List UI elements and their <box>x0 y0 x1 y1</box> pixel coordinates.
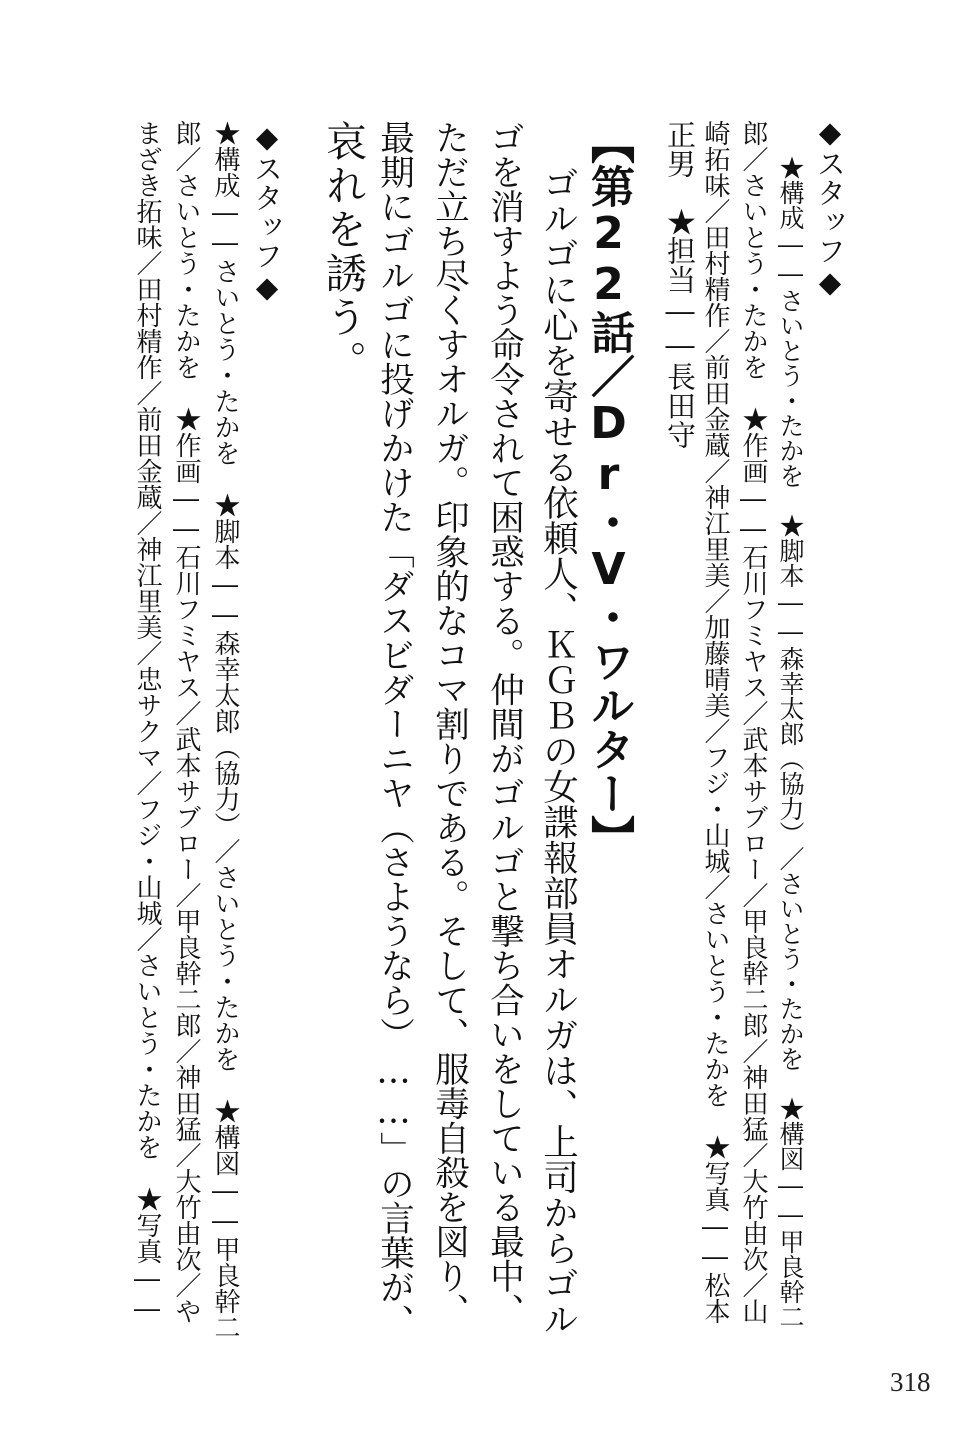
episode-title: 【第22話／Dr・V・ワルター】 <box>583 120 634 859</box>
staff-heading: ◆スタッフ◆ <box>813 115 847 299</box>
page-number: 318 <box>890 1367 931 1397</box>
synopsis-line: ただ立ち尽くすオルガ。印象的なコマ割りである。そして、服毒自殺を図り、 <box>428 120 469 1328</box>
staff-credit-line: 正男 ★担当――長田守 <box>663 120 697 449</box>
synopsis-line: ゴルゴに心を寄せる依頼人、ＫＧＢの女諜報部員オルガは、上司からゴル <box>537 165 579 1337</box>
staff-credit-line: まざき拓味／田村精作／前田金蔵／神江里美／忠サクマ／フジ・山城／さいとう・たかを ★写真―― <box>132 120 162 1324</box>
staff-credit-line: ★構成――さいとう・たかを ★脚本――森幸太郎（協力）／さいとう・たかを ★構図――甲良幹二 <box>210 120 240 1340</box>
staff-heading: ◆スタッフ◆ <box>250 120 284 304</box>
synopsis-line: ゴを消すよう命令されて困惑する。仲間がゴルゴと撃ち合いをしている最中、 <box>483 120 524 1328</box>
staff-credit-line: 郎／さいとう・たかを ★作画――石川フミヤス／武本サブロー／甲良幹二郎／神田猛／大竹由次／山 <box>738 120 768 1324</box>
staff-credit-line: 崎拓味／田村精作／前田金蔵／神江里美／加藤晴美／フジ・山城／さいとう・たかを ★写真――松本 <box>700 120 730 1324</box>
staff-credit-line: 郎／さいとう・たかを ★作画――石川フミヤス／武本サブロー／甲良幹二郎／神田猛／大竹由次／や <box>171 120 201 1324</box>
synopsis-line: 最期にゴルゴに投げかけた「ダスビダーニヤ（さようなら）……」の言葉が、 <box>373 120 414 1339</box>
staff-credit-line: ★構成――さいとう・たかを ★脚本――森幸太郎（協力）／さいとう・たかを ★構図――甲良幹二 <box>776 155 805 1329</box>
synopsis-line: 哀れを誘う。 <box>319 120 367 384</box>
